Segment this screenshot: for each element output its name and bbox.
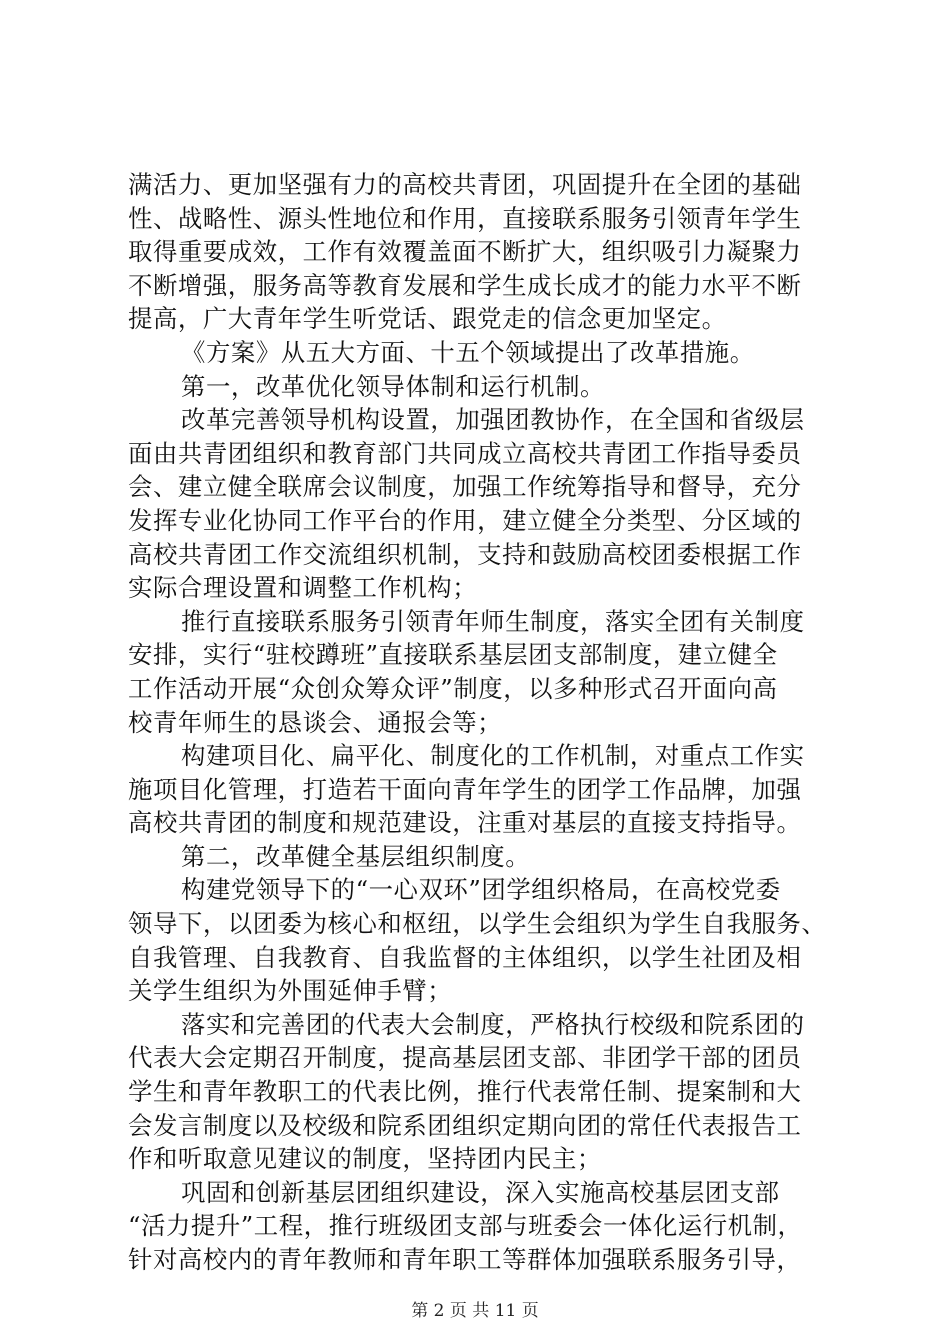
document-body xyxy=(128,168,838,1277)
paragraph-line: 自我管理、自我教育、自我监督的主体组织，以学生社团及相 xyxy=(128,942,802,972)
paragraph-line: 施项目化管理，打造若干面向青年学生的团学工作品牌，加强 xyxy=(128,774,802,804)
paragraph-line: 关学生组织为外围延伸手臂； xyxy=(128,976,453,1006)
paragraph-line: 满活力、更加坚强有力的高校共青团，巩固提升在全团的基础 xyxy=(128,170,802,199)
paragraph-line: 不断增强，服务高等教育发展和学生成长成才的能力水平不断 xyxy=(128,270,802,300)
paragraph-line: 校青年师生的恳谈会、通报会等； xyxy=(128,707,503,737)
paragraph-line: 会发言制度以及校级和院系团组织定期向团的常任代表报告工 xyxy=(128,1110,802,1140)
paragraph-line: 会、建立健全联席会议制度，加强工作统筹指导和督导，充分 xyxy=(128,472,802,502)
paragraph-line: 代表大会定期召开制度，提高基层团支部、非团学干部的团员 xyxy=(128,1043,802,1073)
paragraph-first-line: 巩固和创新基层团组织建设，深入实施高校基层团支部 xyxy=(181,1177,780,1207)
paragraph-line: 学生和青年教职工的代表比例，推行代表常任制、提案制和大 xyxy=(128,1077,802,1107)
paragraph-line: 针对高校内的青年教师和青年职工等群体加强联系服务引导， xyxy=(128,1245,802,1274)
paragraph-line: 作和听取意见建议的制度，坚持团内民主； xyxy=(128,1144,602,1174)
paragraph-line: 工作活动开展“众创众筹众评”制度，以多种形式召开面向高 xyxy=(128,673,778,703)
paragraph-first-line: 推行直接联系服务引领青年师生制度，落实全团有关制度 xyxy=(181,606,805,636)
paragraph-first-line: 构建项目化、扁平化、制度化的工作机制，对重点工作实 xyxy=(181,741,805,771)
paragraph-first-line: 改革完善领导机构设置，加强团教协作，在全国和省级层 xyxy=(181,405,805,435)
paragraph-line: 高校共青团的制度和规范建设，注重对基层的直接支持指导。 xyxy=(128,808,802,838)
paragraph-first-line: 第一，改革优化领导体制和运行机制。 xyxy=(181,371,605,401)
paragraph-line: 面由共青团组织和教育部门共同成立高校共青团工作指导委员 xyxy=(128,438,802,468)
paragraph-line: 高校共青团工作交流组织机制，支持和鼓励高校团委根据工作 xyxy=(128,539,802,569)
paragraph-line: 领导下，以团委为核心和枢纽，以学生会组织为学生自我服务、 xyxy=(128,909,827,939)
paragraph-line: 安排，实行“驻校蹲班”直接联系基层团支部制度，建立健全 xyxy=(128,640,778,670)
paragraph-line: 发挥专业化协同工作平台的作用，建立健全分类型、分区域的 xyxy=(128,505,802,535)
paragraph-first-line: 第二，改革健全基层组织制度。 xyxy=(181,841,531,871)
paragraph-first-line: 《方案》从五大方面、十五个领域提出了改革措施。 xyxy=(181,337,755,367)
page-footer: 第 2 页 共 11 页 xyxy=(411,1301,539,1321)
paragraph-first-line: 落实和完善团的代表大会制度，严格执行校级和院系团的 xyxy=(181,1009,805,1039)
paragraph-line: 实际合理设置和调整工作机构； xyxy=(128,573,478,603)
paragraph-line: 性、战略性、源头性地位和作用，直接联系服务引领青年学生 xyxy=(128,203,802,233)
paragraph-first-line: 构建党领导下的“一心双环”团学组织格局，在高校党委 xyxy=(181,875,781,905)
paragraph-line: 提高，广大青年学生听党话、跟党走的信念更加坚定。 xyxy=(128,304,727,334)
paragraph-line: 取得重要成效，工作有效覆盖面不断扩大，组织吸引力凝聚力 xyxy=(128,237,802,267)
paragraph-line: “活力提升”工程，推行班级团支部与班委会一体化运行机制， xyxy=(128,1211,803,1241)
